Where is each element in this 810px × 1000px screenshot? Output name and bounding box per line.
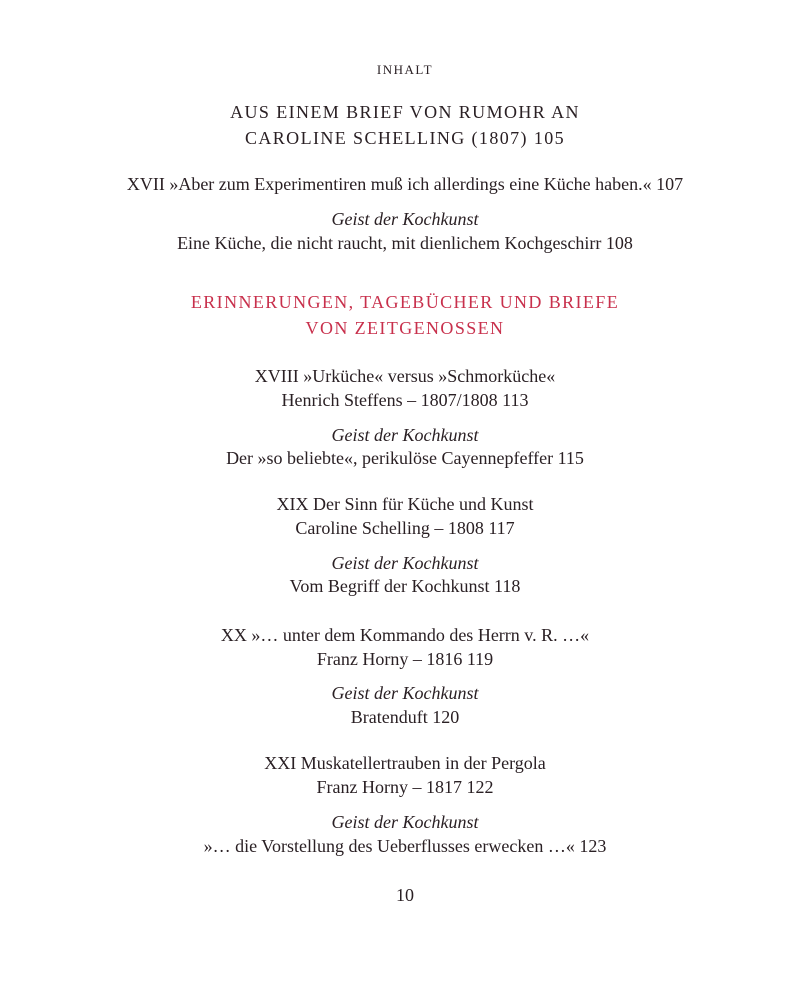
- section-heading-line-1: ERINNERUNGEN, TAGEBÜCHER UND BRIEFE: [190, 292, 620, 312]
- running-head: INHALT: [376, 62, 434, 77]
- toc-entry-subtitle: Caroline Schelling – 1808 117: [295, 518, 515, 538]
- toc-entry-title: XVII »Aber zum Experimentiren muß ich allerdings eine Küche haben.« 107: [126, 174, 684, 194]
- geist-text: Eine Küche, die nicht raucht, mit dienlichem Kochgeschirr 108: [177, 233, 633, 253]
- geist-text: Bratenduft 120: [350, 707, 460, 727]
- toc-entry-title: XX »… unter dem Kommando des Herrn v. R. …«: [220, 625, 590, 645]
- toc-entry-subtitle: Franz Horny – 1816 119: [316, 649, 494, 669]
- geist-label: Geist der Kochkunst: [331, 553, 479, 573]
- section-heading-line-2: CAROLINE SCHELLING (1807) 105: [244, 128, 566, 148]
- geist-label: Geist der Kochkunst: [331, 425, 479, 445]
- geist-text: »… die Vorstellung des Ueberflusses erwecken …« 123: [203, 836, 607, 856]
- toc-entry-title: XXI Muskatellertrauben in der Pergola: [264, 753, 546, 773]
- section-heading-line-2: VON ZEITGENOSSEN: [305, 318, 505, 338]
- geist-text: Vom Begriff der Kochkunst 118: [289, 576, 521, 596]
- geist-label: Geist der Kochkunst: [331, 683, 479, 703]
- geist-text: Der »so beliebte«, perikulöse Cayennepfeffer 115: [226, 448, 584, 468]
- page-number: 10: [396, 885, 414, 905]
- toc-entry-subtitle: Henrich Steffens – 1807/1808 113: [281, 390, 529, 410]
- section-heading-line-1: AUS EINEM BRIEF VON RUMOHR AN: [230, 102, 580, 122]
- toc-entry-title: XVIII »Urküche« versus »Schmorküche«: [254, 366, 556, 386]
- toc-entry-subtitle: Franz Horny – 1817 122: [316, 777, 494, 797]
- geist-label: Geist der Kochkunst: [331, 209, 479, 229]
- toc-entry-title: XIX Der Sinn für Küche und Kunst: [276, 494, 534, 514]
- geist-label: Geist der Kochkunst: [331, 812, 479, 832]
